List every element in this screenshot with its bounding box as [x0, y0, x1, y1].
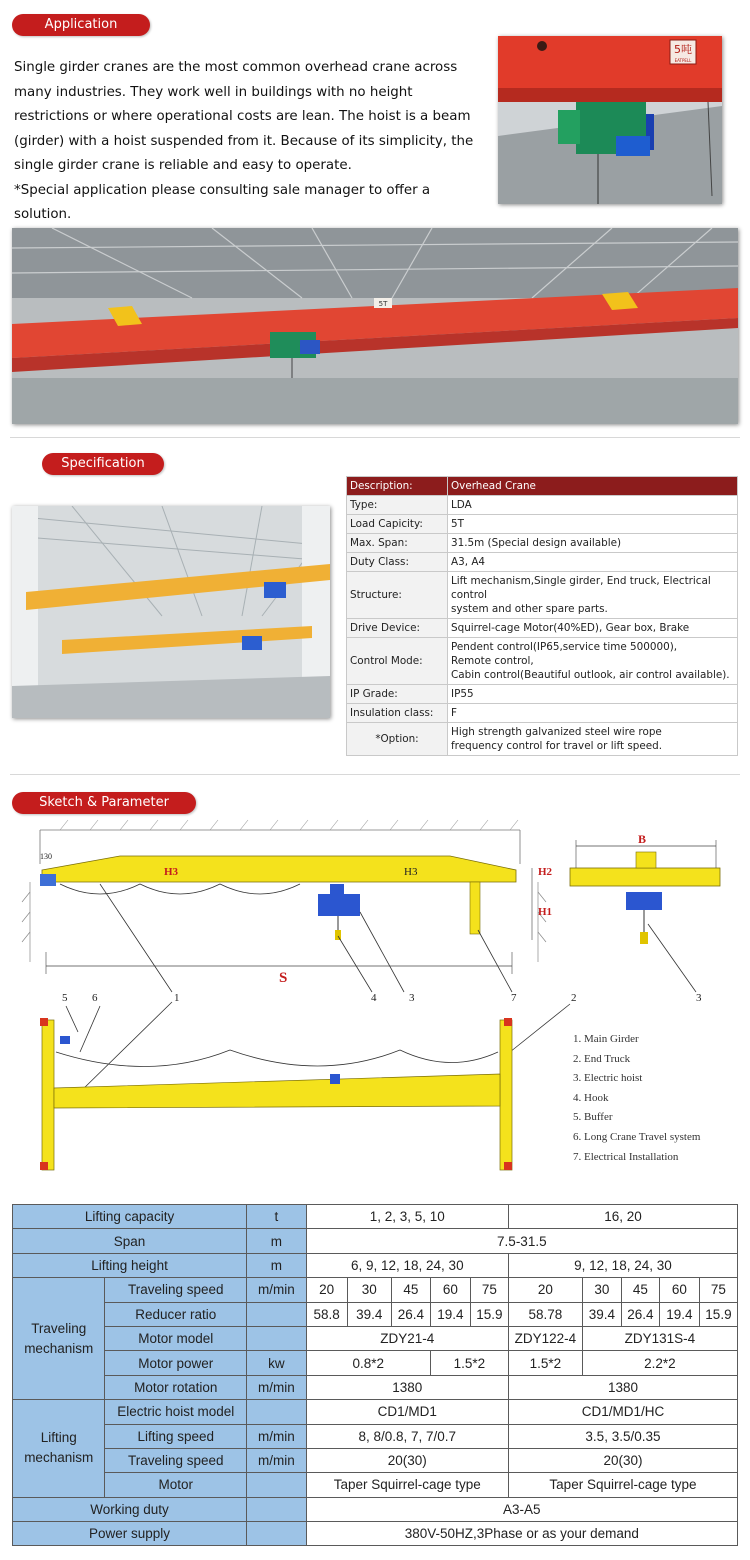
param-label: Motor [105, 1473, 247, 1497]
param-row-power-supply [13, 1522, 738, 1546]
legend-item: 5. Buffer [573, 1111, 613, 1124]
legend-item: 2. End Truck [573, 1052, 631, 1065]
hoist-sign-text: 5吨 [674, 43, 692, 56]
dim-label-b: B [638, 832, 647, 846]
application-section-header: Application [12, 14, 150, 36]
dim-label-130: 130 [40, 852, 52, 861]
param-label: Electric hoist model [105, 1400, 247, 1424]
callout-7: 7 [511, 992, 517, 1004]
legend-item: 3. Electric hoist [573, 1072, 643, 1085]
spec-value-line: system and other spare parts. [451, 603, 608, 615]
spec-row-load-capacity [347, 515, 738, 534]
param-value: 0.8*2 [306, 1351, 430, 1375]
legend-item: 1. Main Girder [573, 1033, 639, 1045]
param-row-motor-power [13, 1351, 738, 1375]
param-unit: m/min [247, 1278, 307, 1302]
param-row-span [13, 1229, 738, 1253]
spec-value: A3, A4 [448, 553, 738, 572]
param-value: 45 [621, 1278, 659, 1302]
callout-1: 1 [174, 992, 180, 1004]
param-value: ZDY131S-4 [582, 1326, 737, 1350]
callout-3-side: 3 [696, 992, 702, 1004]
param-group-traveling-mechanism: Traveling mechanism [13, 1278, 105, 1400]
param-value: 1.5*2 [430, 1351, 508, 1375]
hoist-sign-sub-text: EATPELL [674, 58, 692, 63]
param-value: 8, 8/0.8, 7, 7/0.7 [306, 1424, 508, 1448]
spec-value: 5T [448, 515, 738, 534]
workshop-photo [12, 506, 330, 718]
param-value: 75 [699, 1278, 737, 1302]
legend-item: 6. Long Crane Travel system [573, 1130, 701, 1143]
param-value: 7.5-31.5 [306, 1229, 737, 1253]
param-value: 1.5*2 [508, 1351, 582, 1375]
param-row-working-duty [13, 1497, 738, 1521]
spec-header-row [347, 477, 738, 496]
param-row-motor-rotation [13, 1375, 738, 1399]
param-label: Reducer ratio [105, 1302, 247, 1326]
spec-value [448, 572, 738, 619]
param-value: 9, 12, 18, 24, 30 [508, 1253, 737, 1277]
workshop-photo-image [12, 506, 330, 718]
param-value: 39.4 [347, 1302, 391, 1326]
param-value: 30 [582, 1278, 621, 1302]
application-text [14, 56, 484, 228]
spec-row-control-mode [347, 638, 738, 685]
param-group-lifting-mechanism: Lifting mechanism [13, 1400, 105, 1498]
parameter-table [12, 1204, 738, 1546]
param-value: 20(30) [508, 1448, 737, 1472]
param-value: 19.4 [659, 1302, 699, 1326]
dim-label-h3: H3 [164, 866, 179, 878]
spec-value: IP55 [448, 685, 738, 704]
param-label: Motor model [105, 1326, 247, 1350]
dim-label-h2: H2 [538, 866, 553, 878]
spec-value: F [448, 704, 738, 723]
param-label: Traveling speed [105, 1278, 247, 1302]
param-value: 20 [508, 1278, 582, 1302]
spec-row-ip-grade [347, 685, 738, 704]
spec-value [448, 638, 738, 685]
spec-row-structure [347, 572, 738, 619]
param-value: CD1/MD1 [306, 1400, 508, 1424]
param-row-hoist-model [13, 1400, 738, 1424]
param-value: 60 [659, 1278, 699, 1302]
param-value: CD1/MD1/HC [508, 1400, 737, 1424]
callout-5: 5 [62, 992, 68, 1004]
param-value: 30 [347, 1278, 391, 1302]
param-value: ZDY122-4 [508, 1326, 582, 1350]
param-unit: m/min [247, 1375, 307, 1399]
param-label: Span [13, 1229, 247, 1253]
dim-label-s: S [279, 970, 288, 986]
param-unit [247, 1326, 307, 1350]
param-unit: m [247, 1229, 307, 1253]
spec-label: *Option: [347, 723, 448, 756]
param-unit [247, 1400, 307, 1424]
spec-label: Insulation class: [347, 704, 448, 723]
spec-row-duty-class [347, 553, 738, 572]
param-unit: t [247, 1205, 307, 1229]
param-value: 1380 [508, 1375, 737, 1399]
param-label: Working duty [13, 1497, 247, 1521]
spec-value-line: Pendent control(IP65,service time 500000), [451, 641, 678, 653]
param-value: ZDY21-4 [306, 1326, 508, 1350]
callout-6: 6 [92, 992, 98, 1004]
param-value: 26.4 [621, 1302, 659, 1326]
param-label: Lifting height [13, 1253, 247, 1277]
spec-label: Structure: [347, 572, 448, 619]
param-value: A3-A5 [306, 1497, 737, 1521]
crane-panorama-image [12, 228, 738, 424]
section-divider [10, 437, 740, 438]
param-unit [247, 1473, 307, 1497]
param-value: 3.5, 3.5/0.35 [508, 1424, 737, 1448]
spec-label: Drive Device: [347, 619, 448, 638]
param-unit [247, 1522, 307, 1546]
dim-label-h3-b: H3 [404, 866, 418, 878]
param-unit: m/min [247, 1424, 307, 1448]
param-unit: m [247, 1253, 307, 1277]
application-paragraph: Single girder cranes are the most common overhead crane across many industries. They work well in buildings with no height restrictions or where operational costs are lean. The hoist is a beam (girder) with a hoist suspended from it. Because of its simplicity, the single girder crane is reliable and easy to operate. [14, 60, 474, 173]
param-row-lifting-height [13, 1253, 738, 1277]
param-row-lifting-capacity [13, 1205, 738, 1229]
specification-section-header: Specification [42, 453, 164, 475]
param-label: Motor power [105, 1351, 247, 1375]
specification-table [346, 476, 738, 756]
spec-row-type [347, 496, 738, 515]
param-label: Lifting speed [105, 1424, 247, 1448]
param-unit [247, 1497, 307, 1521]
spec-label: Load Capicity: [347, 515, 448, 534]
dim-label-h1: H1 [538, 906, 553, 918]
param-row-motor-model [13, 1326, 738, 1350]
param-row-lifting-speed [13, 1424, 738, 1448]
spec-row-drive-device [347, 619, 738, 638]
spec-value: LDA [448, 496, 738, 515]
callout-3: 3 [409, 992, 415, 1004]
param-value: 1, 2, 3, 5, 10 [306, 1205, 508, 1229]
spec-label: Duty Class: [347, 553, 448, 572]
spec-row-max-span [347, 534, 738, 553]
param-row-motor [13, 1473, 738, 1497]
spec-value-line: Lift mechanism,Single girder, End truck, Electrical control [451, 575, 711, 601]
spec-header-value: Overhead Crane [448, 477, 738, 496]
param-value: Taper Squirrel-cage type [306, 1473, 508, 1497]
sketch-section-header: Sketch & Parameter [12, 792, 196, 814]
param-value: 58.78 [508, 1302, 582, 1326]
param-value: 60 [430, 1278, 470, 1302]
param-value: 45 [391, 1278, 430, 1302]
param-row-traveling-speed [13, 1278, 738, 1302]
param-value: 58.8 [306, 1302, 347, 1326]
spec-value [448, 723, 738, 756]
spec-value-line: Remote control, [451, 655, 534, 667]
param-row-lm-traveling-speed [13, 1448, 738, 1472]
param-value: 75 [470, 1278, 508, 1302]
param-value: 16, 20 [508, 1205, 737, 1229]
spec-value-line: frequency control for travel or lift speed. [451, 740, 663, 752]
param-value: 2.2*2 [582, 1351, 737, 1375]
param-row-reducer-ratio [13, 1302, 738, 1326]
spec-label: IP Grade: [347, 685, 448, 704]
param-value: Taper Squirrel-cage type [508, 1473, 737, 1497]
param-value: 39.4 [582, 1302, 621, 1326]
crane-panorama-photo [12, 228, 738, 424]
param-value: 15.9 [699, 1302, 737, 1326]
spec-value: 31.5m (Special design available) [448, 534, 738, 553]
param-value: 20 [306, 1278, 347, 1302]
param-label: Motor rotation [105, 1375, 247, 1399]
param-label: Traveling speed [105, 1448, 247, 1472]
spec-label: Max. Span: [347, 534, 448, 553]
param-value: 380V-50HZ,3Phase or as your demand [306, 1522, 737, 1546]
legend-item: 7. Electrical Installation [573, 1150, 679, 1163]
callout-4: 4 [371, 992, 377, 1004]
panorama-sign-text: 5T [378, 300, 388, 308]
hoist-photo-image [498, 36, 722, 204]
param-label: Lifting capacity [13, 1205, 247, 1229]
spec-value: Squirrel-cage Motor(40%ED), Gear box, Brake [448, 619, 738, 638]
spec-row-insulation-class [347, 704, 738, 723]
diagram-legend [573, 1030, 700, 1167]
param-value: 19.4 [430, 1302, 470, 1326]
param-value: 6, 9, 12, 18, 24, 30 [306, 1253, 508, 1277]
param-label: Power supply [13, 1522, 247, 1546]
param-unit: m/min [247, 1448, 307, 1472]
legend-item: 4. Hook [573, 1091, 609, 1104]
param-value: 20(30) [306, 1448, 508, 1472]
application-note: *Special application please consulting sale manager to offer a solution. [14, 182, 431, 222]
param-unit: kw [247, 1351, 307, 1375]
param-value: 1380 [306, 1375, 508, 1399]
callout-2: 2 [571, 992, 577, 1004]
param-unit [247, 1302, 307, 1326]
spec-header-label: Description: [347, 477, 448, 496]
spec-label: Control Mode: [347, 638, 448, 685]
section-divider [10, 774, 740, 775]
param-value: 26.4 [391, 1302, 430, 1326]
spec-value-line: Cabin control(Beautiful outlook, air control available). [451, 669, 730, 681]
spec-label: Type: [347, 496, 448, 515]
hoist-photo [498, 36, 722, 204]
spec-value-line: High strength galvanized steel wire rope [451, 726, 662, 738]
param-value: 15.9 [470, 1302, 508, 1326]
spec-row-option [347, 723, 738, 756]
